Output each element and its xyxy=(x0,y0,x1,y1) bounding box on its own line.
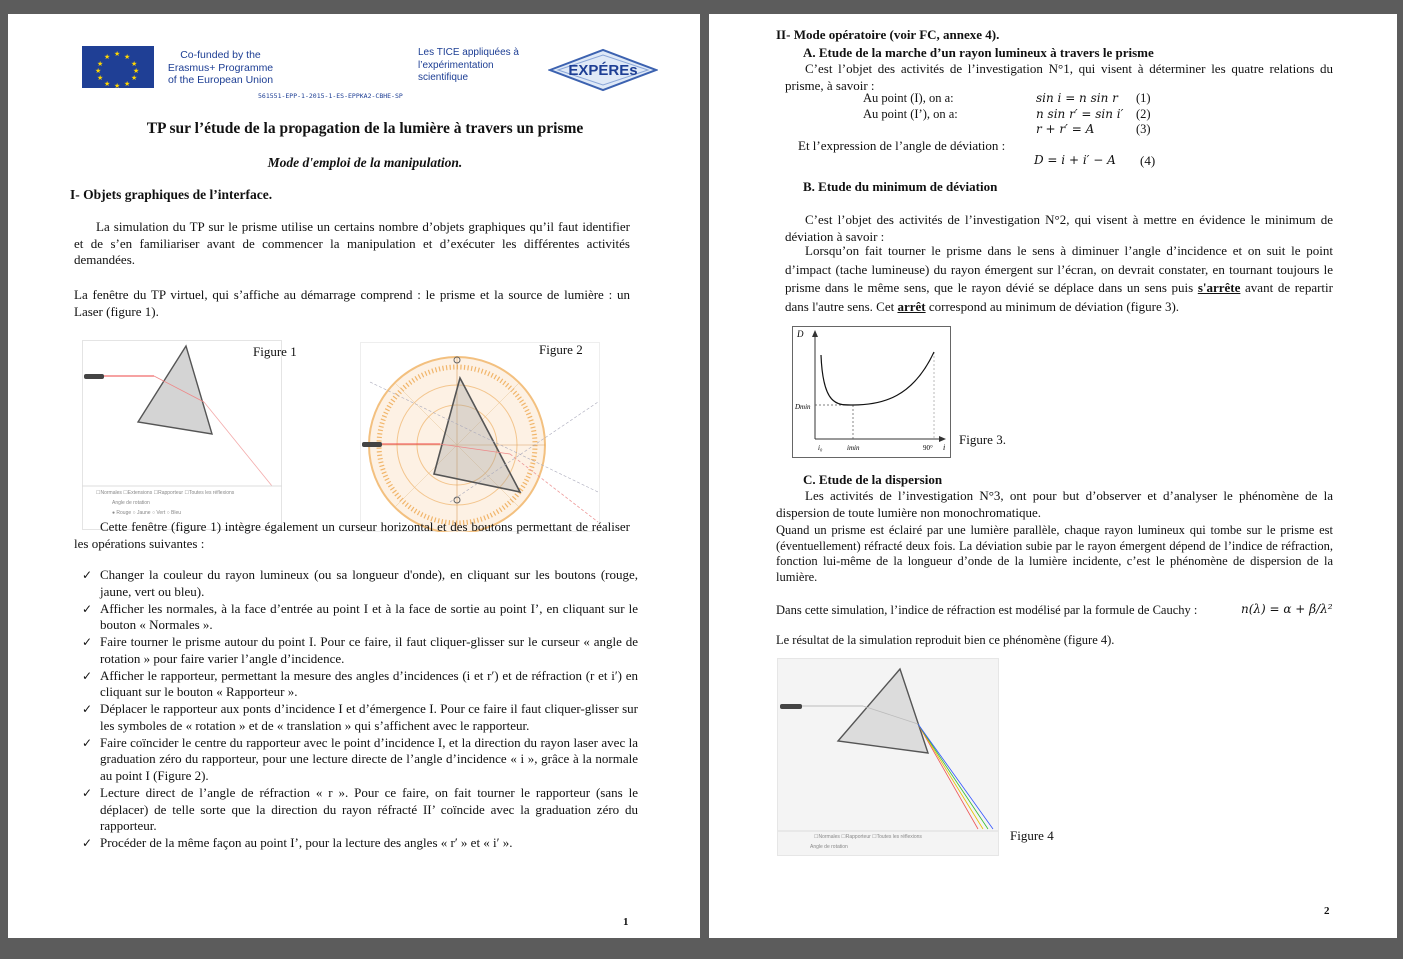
section-b-text-a: Lorsqu’on fait tourner le prisme dans le sens à diminuer l’angle d’incidence et on suit le point d’impact (tache lumineuse) du rayon émergent sur l’écran, on devrait constater, en tournant toujours le prisme dans le même sens, que le rayon dévié se déplace dans un sens puis xyxy=(785,243,1333,295)
checklist-item xyxy=(82,785,638,835)
checkmark-icon: ✓ xyxy=(82,668,93,683)
equation-label: Au point (I), on a: xyxy=(863,91,954,105)
section-b-underline-arret: arrêt xyxy=(897,298,926,314)
checkmark-icon: ✓ xyxy=(82,601,93,616)
cauchy-equation: n(λ) = α + β/λ² xyxy=(1241,602,1333,616)
intro-paragraph: La simulation du TP sur le prisme utilise un certains nombre d’objets graphiques qu’il faut identifier et de s’en familiariser avant de commencer la manipulation et d’exécuter les différentes activités demandées. xyxy=(74,219,630,268)
fig3-x-axis-label: i xyxy=(943,443,946,452)
equation-row xyxy=(859,107,1155,123)
checkmark-icon: ✓ xyxy=(82,568,93,582)
section-1-heading: I- Objets graphiques de l’interface. xyxy=(70,187,273,202)
figure-2-image xyxy=(360,342,600,532)
document-subtitle: Mode d'emploi de la manipulation. xyxy=(267,155,463,170)
figure-1-label: Figure 1 xyxy=(253,344,297,359)
checklist-item-text: Lecture direct de l’angle de réfraction « r ». Pour ce faire, on fait tourner le rapporteur (sans le déplacer) de telle sorte que la direction du rayon réfracté II’ coïncide avec la graduation zéro du rapporteur. xyxy=(100,785,638,834)
eu-line-3: of the European Union xyxy=(167,74,274,86)
experes-logo xyxy=(548,46,658,94)
equation-row xyxy=(859,91,1155,107)
section-c-heading: C. Etude de la dispersion xyxy=(803,472,943,487)
section-2-heading: II- Mode opératoire (voir FC, annexe 4). xyxy=(776,27,1000,42)
fig3-dmin-label: Dmin xyxy=(795,403,811,411)
fig3-x-tick-3: 90° xyxy=(923,444,933,452)
checklist-item-text: Faire coïncider le centre du rapporteur avec le point d’incidence I, et la direction du rayon laser avec la graduation zéro du rapporteur, pour une lecture directe de l’angle d’incidence « i », grâce à la normale au point I (Figure 2). xyxy=(100,734,638,784)
fig3-y-label: D xyxy=(797,329,804,339)
figure-2-label: Figure 2 xyxy=(539,342,583,357)
equation-row xyxy=(859,122,1155,138)
section-b-text-b: avant de repartir dans l'autre sens. Cet xyxy=(785,280,1333,314)
eu-line-2: Erasmus+ Programme xyxy=(167,61,274,74)
equation-label: Au point (I’), on a: xyxy=(863,106,958,121)
tice-line-2: l’expérimentation xyxy=(418,59,494,71)
section-c-paragraph-2: Quand un prisme est éclairé par une lumière parallèle, chaque rayon lumineux qui tombe sur le prisme est (éventuellement) réfracté deux fois. La déviation subie par le rayon émergent dépend de l’indice de réfraction, fonction lui-même de la longueur d’onde de la lumière incidente, c’est le phénomène de dispersion de la lumière. xyxy=(776,523,1333,584)
checkmark-icon: ✓ xyxy=(82,786,93,801)
project-reference: 561551-EPP-1-2015-1-ES-EPPKA2-CBHE-SP xyxy=(258,92,403,100)
checklist-item xyxy=(82,601,638,634)
page-number-2: 2 xyxy=(1324,905,1330,917)
cursor-paragraph: Cette fenêtre (figure 1) intègre également un curseur horizontal et des boutons permettant de réaliser les opérations suivantes : xyxy=(74,519,630,551)
document-title: TP sur l’étude de la propagation de la lumière à travers un prisme xyxy=(146,120,584,137)
cauchy-text: Dans cette simulation, l’indice de réfraction est modélisé par la formule de Cauchy : xyxy=(776,603,1198,617)
section-a-paragraph: C’est l’objet des activités de l’investigation N°1, qui visent à déterminer les quatre relations du prisme, à savoir : xyxy=(785,61,1333,93)
equation-number: (3) xyxy=(1136,122,1151,136)
figure-1-color-radios: ● Rouge ○ Jaune ○ Vert ○ Bleu xyxy=(112,510,182,516)
equation-label xyxy=(859,122,1032,138)
tice-text xyxy=(418,47,550,85)
figure-3-label: Figure 3. xyxy=(959,432,1006,447)
checklist-item xyxy=(82,668,638,701)
equation-formula: n sin r′ = sin i′ xyxy=(1036,106,1124,121)
eu-cofunded-text xyxy=(158,49,283,87)
fig3-x-tick-2: imin xyxy=(847,444,860,452)
page-number-1: 1 xyxy=(623,916,629,928)
figure-1-rotation-label: Angle de rotation xyxy=(112,500,150,506)
checklist-item xyxy=(82,835,638,852)
tice-line-3: scientifique xyxy=(418,72,469,83)
checklist-item-text: Déplacer le rapporteur aux ponts d’incidence I et d’émergence I. Pour ce faire il faut cliquer-glisser sur les symboles de « rotation » et de « translation » qui s’affichent avec le rapporteur. xyxy=(100,701,638,733)
checklist-item xyxy=(82,634,638,667)
deviation-equation-number: (4) xyxy=(1140,153,1156,168)
operations-checklist xyxy=(82,567,638,852)
deviation-curve xyxy=(821,352,934,405)
deviation-label: Et l’expression de l’angle de déviation : xyxy=(798,138,1006,153)
checklist-item-text: Procéder de la même façon au point I’, pour la lecture des angles « r′ » et « i′ ». xyxy=(100,835,513,851)
figure-1-checkbox-row: ☐Normales ☐Extensions ☐Rapporteur ☐Toutes les réflexions xyxy=(96,490,235,496)
section-b-paragraph-1: C’est l’objet des activités de l’investigation N°2, qui visent à mettre en évidence le minimum de déviation à savoir : xyxy=(785,212,1333,244)
fig3-x-tick-1: i₀ xyxy=(818,444,823,452)
page-2 xyxy=(709,14,1397,938)
prism-shape-3 xyxy=(838,669,928,753)
prism-relations-table xyxy=(859,91,1155,138)
figure-4-checkbox-row: ☐Normales ☐Rapporteur ☐Toutes les réflexions xyxy=(814,834,922,840)
laser-source-icon xyxy=(84,374,104,379)
checklist-item-text: Faire tourner le prisme autour du point I. Pour ce faire, il faut cliquer-glisser sur le curseur « angle de rotation » pour faire varier l’angle d’incidence. xyxy=(100,634,638,666)
equation-number: (2) xyxy=(1136,106,1151,121)
laser-source-icon-3 xyxy=(780,704,802,709)
section-a-heading: A. Etude de la marche d’un rayon lumineux à travers le prisme xyxy=(803,45,1154,60)
section-c-paragraph-1: Les activités de l’investigation N°3, ont pour but d’observer et d’analyser le phénomène de la dispersion de toute lumière non monochromatique. xyxy=(776,488,1333,520)
checklist-item xyxy=(82,735,638,785)
equation-formula: sin i = n sin r xyxy=(1036,91,1118,105)
equation-formula: r + r′ = A xyxy=(1036,122,1095,136)
section-b-heading: B. Etude du minimum de déviation xyxy=(803,179,998,194)
eu-line-1: Co-funded by the xyxy=(180,49,261,61)
checkmark-icon: ✓ xyxy=(82,635,93,650)
checkmark-icon: ✓ xyxy=(82,735,93,750)
experes-logo-text: EXPÉREs xyxy=(568,62,638,79)
page-1 xyxy=(8,14,700,938)
eu-flag-logo: ★ ★ ★ ★ ★ ★ ★ ★ ★ ★ ★ ★ xyxy=(82,46,154,88)
checklist-item-text: Afficher le rapporteur, permettant la mesure des angles d’incidences (i et r′) et de réfraction (r et i′) en cliquant sur le bouton « Rapporteur ». xyxy=(100,667,638,700)
figure-4-label: Figure 4 xyxy=(1010,828,1054,843)
figure-4-image xyxy=(777,658,999,856)
window-paragraph: La fenêtre du TP virtuel, qui s’affiche au démarrage comprend : le prisme et la source de lumière : un Laser (figure 1). xyxy=(74,287,630,319)
section-b-text-c: correspond au minimum de déviation (figure 3). xyxy=(925,298,1180,314)
equation-number: (1) xyxy=(1136,91,1151,105)
checkmark-icon: ✓ xyxy=(82,702,93,717)
result-paragraph: Le résultat de la simulation reproduit bien ce phénomène (figure 4). xyxy=(776,633,1115,647)
tice-line-1: Les TICE appliquées à xyxy=(418,47,519,58)
checklist-item-text: Afficher les normales, à la face d’entrée au point I et à la face de sortie au point I’, en cliquant sur le bouton « Normales ». xyxy=(100,600,638,633)
laser-source-icon-2 xyxy=(362,442,382,447)
checkmark-icon: ✓ xyxy=(82,836,93,851)
checklist-item-text: Changer la couleur du rayon lumineux (ou sa longueur d'onde), en cliquant sur les boutons (rouge, jaune, vert ou bleu). xyxy=(100,567,638,599)
figure-3-graph xyxy=(792,326,951,458)
figure-4-rotation-label: Angle de rotation xyxy=(810,844,848,850)
section-b-underline-arrete: s'arrête xyxy=(1197,280,1241,295)
figure-1-image xyxy=(82,340,282,530)
deviation-equation: D = i + i′ − A xyxy=(1034,153,1116,167)
checklist-item xyxy=(82,567,638,600)
checklist-item xyxy=(82,701,638,734)
section-b-paragraph-2 xyxy=(785,242,1333,316)
